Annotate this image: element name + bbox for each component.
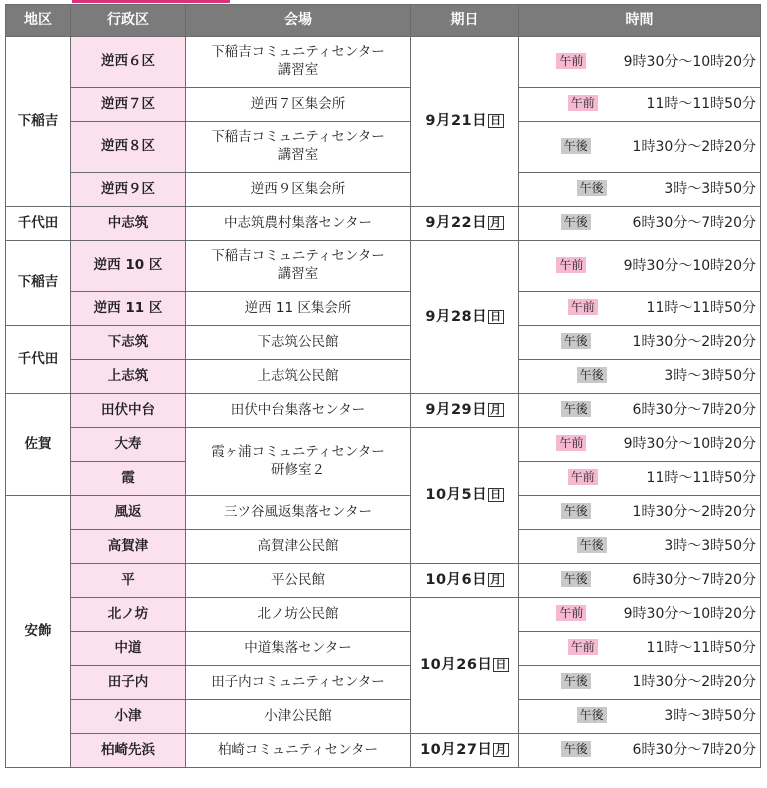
header-date: 期日 — [411, 5, 519, 37]
venue-cell — [186, 37, 411, 88]
time-cell — [519, 462, 761, 496]
venue-cell: 中志筑農村集落センター — [186, 207, 411, 241]
weekday-badge: 月 — [490, 573, 502, 587]
time-cell — [519, 734, 761, 768]
weekday-badge: 日 — [495, 658, 507, 672]
ward-cell: 逆西 10 区 — [71, 241, 186, 292]
venue-cell: 田子内コミュニティセンター — [186, 666, 411, 700]
date-text: 10月27日 — [420, 742, 493, 759]
date-cell — [411, 241, 519, 394]
time-cell — [519, 173, 761, 207]
header-venue: 会場 — [186, 5, 411, 37]
time-cell — [519, 122, 761, 173]
period-badge: 午後 — [561, 503, 591, 519]
table-row — [6, 360, 761, 394]
ward-cell: 中志筑 — [71, 207, 186, 241]
ward-cell: 中道 — [71, 632, 186, 666]
venue-cell: 上志筑公民館 — [186, 360, 411, 394]
time-cell — [519, 360, 761, 394]
time-text: 1時30分～2時20分 — [632, 334, 756, 351]
time-text: 3時～3時50分 — [664, 708, 756, 725]
table-row — [6, 428, 761, 462]
time-text: 1時30分～2時20分 — [632, 504, 756, 521]
district-cell: 下稲吉 — [6, 241, 71, 326]
period-badge: 午後 — [561, 214, 591, 230]
date-cell — [411, 394, 519, 428]
period-badge: 午前 — [556, 53, 586, 69]
time-cell — [519, 88, 761, 122]
venue-cell: 下志筑公民館 — [186, 326, 411, 360]
date-text: 9月22日 — [425, 215, 488, 232]
venue-cell: 逆西７区集会所 — [186, 88, 411, 122]
period-badge: 午後 — [561, 571, 591, 587]
ward-cell: 逆西６区 — [71, 37, 186, 88]
weekday-badge: 日 — [490, 488, 502, 502]
time-text: 9時30分～10時20分 — [623, 436, 756, 453]
time-cell — [519, 632, 761, 666]
ward-cell: 柏崎先浜 — [71, 734, 186, 768]
header-ward: 行政区 — [71, 5, 186, 37]
weekday-badge: 日 — [490, 309, 502, 323]
table-row — [6, 88, 761, 122]
venue-cell: 小津公民館 — [186, 700, 411, 734]
period-badge: 午前 — [568, 95, 598, 111]
table-row — [6, 326, 761, 360]
ward-cell: 上志筑 — [71, 360, 186, 394]
ward-cell: 大寿 — [71, 428, 186, 462]
district-cell: 安飾 — [6, 496, 71, 768]
time-text: 3時～3時50分 — [664, 181, 756, 198]
time-text: 1時30分～2時20分 — [632, 138, 756, 155]
time-text: 3時～3時50分 — [664, 368, 756, 385]
weekday-badge: 月 — [490, 216, 502, 230]
weekday-badge: 月 — [495, 743, 507, 757]
date-text: 9月28日 — [425, 308, 488, 325]
table-row — [6, 700, 761, 734]
weekday-badge: 月 — [490, 403, 502, 417]
table-row — [6, 496, 761, 530]
ward-cell: 田伏中台 — [71, 394, 186, 428]
ward-cell: 小津 — [71, 700, 186, 734]
date-text: 10月6日 — [425, 572, 488, 589]
time-cell — [519, 207, 761, 241]
ward-cell: 田子内 — [71, 666, 186, 700]
ward-cell: 逆西 11 区 — [71, 292, 186, 326]
ward-cell: 逆西８区 — [71, 122, 186, 173]
time-text: 6時30分～7時20分 — [632, 215, 756, 232]
table-row — [6, 666, 761, 700]
period-badge: 午後 — [561, 138, 591, 154]
time-text: 1時30分～2時20分 — [632, 674, 756, 691]
time-cell — [519, 292, 761, 326]
time-cell — [519, 394, 761, 428]
header-time: 時間 — [519, 5, 761, 37]
ward-cell: 逆西７区 — [71, 88, 186, 122]
time-cell — [519, 700, 761, 734]
venue-cell: 平公民館 — [186, 564, 411, 598]
ward-cell: 霞 — [71, 462, 186, 496]
district-cell: 佐賀 — [6, 394, 71, 496]
venue-cell — [186, 241, 411, 292]
ward-cell: 逆西９区 — [71, 173, 186, 207]
venue-cell: 北ノ坊公民館 — [186, 598, 411, 632]
venue-cell: 逆西９区集会所 — [186, 173, 411, 207]
period-badge: 午後 — [577, 367, 607, 383]
venue-cell — [186, 122, 411, 173]
time-text: 11時～11時50分 — [646, 470, 756, 487]
period-badge: 午後 — [561, 673, 591, 689]
time-text: 11時～11時50分 — [646, 96, 756, 113]
date-text: 9月21日 — [425, 113, 488, 130]
table-row — [6, 241, 761, 292]
time-cell — [519, 241, 761, 292]
period-badge: 午後 — [577, 180, 607, 196]
table-row — [6, 530, 761, 564]
time-text: 6時30分～7時20分 — [632, 402, 756, 419]
time-cell — [519, 666, 761, 700]
date-cell — [411, 207, 519, 241]
table-row — [6, 292, 761, 326]
district-cell: 下稲吉 — [6, 37, 71, 207]
ward-cell: 下志筑 — [71, 326, 186, 360]
period-badge: 午後 — [561, 333, 591, 349]
header-district: 地区 — [6, 5, 71, 37]
date-text: 10月5日 — [425, 487, 488, 504]
venue-line: 下稲吉コミュニティセンター 講習室 — [211, 129, 385, 163]
header-accent-line — [72, 0, 230, 3]
venue-cell: 柏崎コミュニティセンター — [186, 734, 411, 768]
ward-cell: 北ノ坊 — [71, 598, 186, 632]
district-cell: 千代田 — [6, 326, 71, 394]
period-badge: 午前 — [556, 605, 586, 621]
venue-line: 下稲吉コミュニティセンター 講習室 — [211, 248, 385, 282]
venue-cell: 三ツ谷風返集落センター — [186, 496, 411, 530]
venue-cell: 田伏中台集落センター — [186, 394, 411, 428]
period-badge: 午後 — [577, 707, 607, 723]
period-badge: 午後 — [561, 401, 591, 417]
date-cell — [411, 564, 519, 598]
venue-line: 霞ヶ浦コミュニティセンター 研修室２ — [211, 443, 385, 478]
period-badge: 午前 — [568, 469, 598, 485]
period-badge: 午前 — [568, 639, 598, 655]
ward-cell: 高賀津 — [71, 530, 186, 564]
table-row — [6, 632, 761, 666]
venue-cell — [186, 428, 411, 496]
time-text: 9時30分～10時20分 — [623, 53, 756, 70]
time-cell — [519, 564, 761, 598]
ward-cell: 風返 — [71, 496, 186, 530]
venue-cell: 逆西 11 区集会所 — [186, 292, 411, 326]
table-row — [6, 207, 761, 241]
table-row — [6, 734, 761, 768]
period-badge: 午前 — [556, 257, 586, 273]
period-badge: 午前 — [568, 299, 598, 315]
table-row — [6, 394, 761, 428]
table-row — [6, 122, 761, 173]
time-cell — [519, 326, 761, 360]
table-row — [6, 598, 761, 632]
period-badge: 午前 — [556, 435, 586, 451]
date-cell — [411, 734, 519, 768]
time-text: 9時30分～10時20分 — [623, 257, 756, 274]
time-text: 3時～3時50分 — [664, 538, 756, 555]
time-cell — [519, 598, 761, 632]
table-row — [6, 173, 761, 207]
venue-cell: 高賀津公民館 — [186, 530, 411, 564]
date-cell — [411, 428, 519, 564]
date-text: 9月29日 — [425, 402, 488, 419]
venue-line: 下稲吉コミュニティセンター 講習室 — [211, 44, 385, 78]
ward-cell: 平 — [71, 564, 186, 598]
date-cell — [411, 598, 519, 734]
table-row — [6, 37, 761, 88]
schedule-table — [5, 4, 761, 768]
table-header-row — [6, 5, 761, 37]
time-cell — [519, 37, 761, 88]
date-cell — [411, 37, 519, 207]
table-row — [6, 564, 761, 598]
time-text: 11時～11時50分 — [646, 640, 756, 657]
period-badge: 午後 — [561, 741, 591, 757]
period-badge: 午後 — [577, 537, 607, 553]
time-text: 6時30分～7時20分 — [632, 572, 756, 589]
time-cell — [519, 428, 761, 462]
time-cell — [519, 530, 761, 564]
date-text: 10月26日 — [420, 657, 493, 674]
district-cell: 千代田 — [6, 207, 71, 241]
time-text: 11時～11時50分 — [646, 300, 756, 317]
time-cell — [519, 496, 761, 530]
venue-cell: 中道集落センター — [186, 632, 411, 666]
time-text: 9時30分～10時20分 — [623, 606, 756, 623]
weekday-badge: 日 — [490, 114, 502, 128]
time-text: 6時30分～7時20分 — [632, 742, 756, 759]
